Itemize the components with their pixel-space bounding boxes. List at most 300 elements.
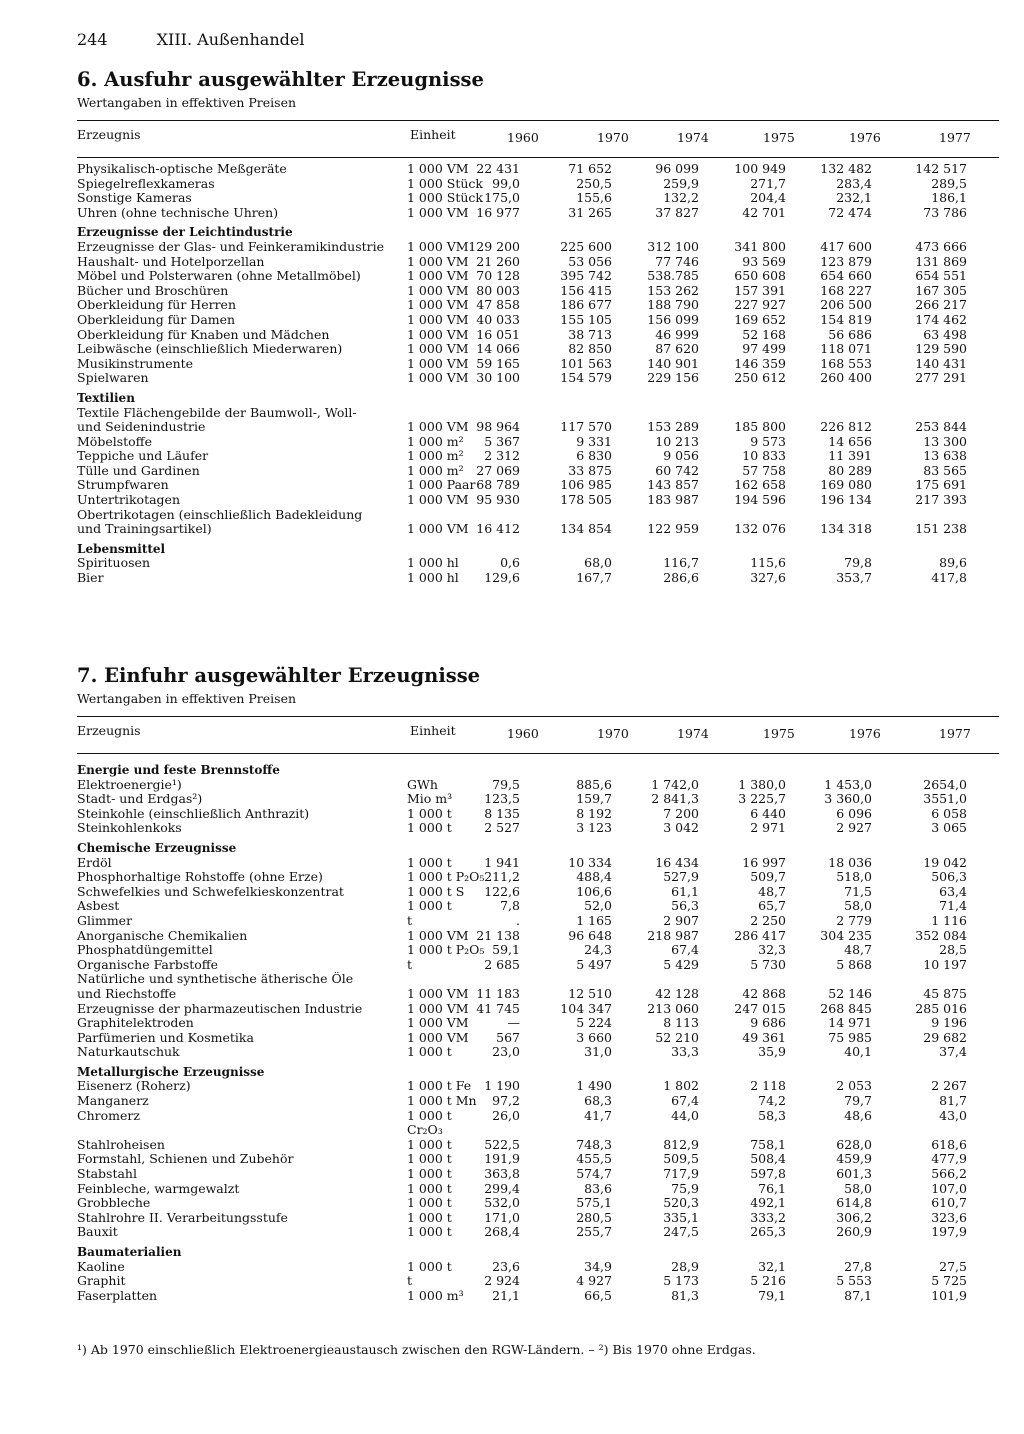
value-cell: 9 056 — [663, 448, 699, 464]
value-cell: 2 924 — [484, 1273, 520, 1289]
value-cell: 53 056 — [568, 253, 612, 269]
product-name — [77, 342, 395, 357]
value-cell: 142 517 — [915, 161, 967, 176]
unit-cell: t — [407, 912, 413, 928]
value-cell: 58,0 — [844, 1180, 872, 1196]
value-cell: 68,0 — [584, 555, 612, 571]
value-cell: 11 183 — [476, 985, 520, 1001]
value-cell: 52 168 — [742, 326, 786, 342]
value-cell: 89,6 — [939, 555, 967, 571]
value-cell: 143 857 — [647, 477, 699, 493]
value-cell: 455,5 — [576, 1151, 612, 1167]
value-cell: 98 964 — [476, 419, 520, 435]
value-cell: 417 600 — [820, 238, 872, 254]
value-cell: 29 682 — [923, 1029, 967, 1045]
product-name-text: Strumpfwaren — [77, 478, 172, 492]
value-cell: 115,6 — [750, 555, 786, 571]
value-cell: 204,4 — [750, 190, 786, 206]
value-cell: 76,1 — [758, 1180, 786, 1196]
value-cell: 171,0 — [484, 1209, 520, 1225]
value-cell: 247 015 — [734, 1000, 786, 1016]
value-cell: 168 553 — [820, 355, 872, 371]
value-cell: 5 429 — [663, 956, 699, 972]
value-cell: 226 812 — [820, 419, 872, 435]
value-cell: 57 758 — [742, 462, 786, 478]
product-name-text: Bauxit — [77, 1225, 121, 1239]
value-cell: 488,4 — [576, 869, 612, 885]
table-group-heading — [77, 763, 999, 778]
product-name-text: Feinbleche, warmgewalzt — [77, 1182, 242, 1196]
value-cell: 79,5 — [492, 776, 520, 792]
table-row — [77, 870, 999, 885]
unit-cell: 1 000 t — [407, 1258, 452, 1274]
value-cell: 2 250 — [750, 912, 786, 928]
unit-cell: 1 000 VM — [407, 1029, 469, 1045]
value-cell: 2 118 — [750, 1078, 786, 1094]
table-6-title: 6. Ausfuhr ausgewählter Erzeugnisse — [77, 68, 484, 91]
value-cell: 232,1 — [836, 190, 872, 206]
value-cell: 175,0 — [484, 190, 520, 206]
value-cell: 574,7 — [576, 1166, 612, 1182]
table-7-body — [77, 763, 999, 1303]
value-cell: 116,7 — [663, 555, 699, 571]
value-cell: 280,5 — [576, 1209, 612, 1225]
product-name-text: Stahlroheisen — [77, 1138, 168, 1152]
unit-cell: 1 000 t — [407, 1044, 452, 1060]
value-cell: 154 819 — [820, 311, 872, 327]
value-cell: 395 742 — [560, 268, 612, 284]
value-cell: 96 648 — [568, 927, 612, 943]
product-name — [77, 493, 395, 508]
table-row — [77, 1211, 999, 1226]
value-cell: 4 927 — [576, 1273, 612, 1289]
product-name — [77, 406, 395, 421]
value-cell: 33,3 — [671, 1044, 699, 1060]
unit-cell: 1 000 t — [407, 1166, 452, 1182]
value-cell: 2654,0 — [923, 776, 967, 792]
unit-cell: 1 000 t — [407, 1151, 452, 1167]
unit-cell: 1 000 m² — [407, 462, 464, 478]
value-cell: 132,2 — [663, 190, 699, 206]
value-cell: 5 173 — [663, 1273, 699, 1289]
product-name-text: Phosphorhaltige Rohstoffe (ohne Erze) — [77, 870, 326, 884]
table-7-section — [77, 664, 999, 1303]
value-cell: 520,3 — [663, 1195, 699, 1211]
unit-cell: 1 000 hl — [407, 570, 459, 586]
table-row — [77, 1167, 999, 1182]
table-7-title: 7. Einfuhr ausgewählter Erzeugnisse — [77, 664, 481, 687]
product-name-text: Möbel und Polsterwaren (ohne Metallmöbel) — [77, 269, 364, 283]
product-name-text: Oberkleidung für Damen — [77, 313, 238, 327]
group-label — [77, 542, 395, 557]
value-cell: 9 686 — [750, 1015, 786, 1031]
value-cell: 75 985 — [828, 1029, 872, 1045]
table-group-heading — [77, 391, 999, 406]
column-header-year: 1976 — [849, 130, 881, 145]
value-cell: 167 305 — [915, 282, 967, 298]
value-cell: 132 482 — [820, 161, 872, 176]
table-row — [77, 522, 999, 537]
value-cell: 33 875 — [568, 462, 612, 478]
product-name — [77, 899, 395, 914]
value-cell: 8 192 — [576, 805, 612, 821]
unit-cell: 1 000 m² — [407, 433, 464, 449]
product-name-text: Stadt- und Erdgas²) — [77, 792, 205, 806]
table-group-heading — [77, 225, 999, 240]
group-label — [77, 1065, 395, 1080]
value-cell: 168 227 — [820, 282, 872, 298]
product-name-text: Parfümerien und Kosmetika — [77, 1031, 257, 1045]
product-name — [77, 255, 395, 270]
value-cell: 13 300 — [923, 433, 967, 449]
value-cell: 151 238 — [915, 521, 967, 537]
unit-cell: 1 000 Paar — [407, 477, 476, 493]
product-name-text: Physikalisch-optische Meßgeräte — [77, 162, 290, 176]
table-row — [77, 435, 999, 450]
value-cell: 7 200 — [663, 805, 699, 821]
value-cell: 162 658 — [734, 477, 786, 493]
value-cell: 174 462 — [915, 311, 967, 327]
product-name-text: Sonstige Kameras — [77, 191, 195, 205]
table-row — [77, 240, 999, 255]
value-cell: 353,7 — [836, 570, 872, 586]
value-cell: 134 854 — [560, 521, 612, 537]
product-name — [77, 420, 395, 435]
value-cell: 153 289 — [647, 419, 699, 435]
value-cell: 185 800 — [734, 419, 786, 435]
value-cell: 9 573 — [750, 433, 786, 449]
value-cell: 21 260 — [476, 253, 520, 269]
value-cell: 101,9 — [931, 1287, 967, 1303]
value-cell: 101 563 — [560, 355, 612, 371]
value-cell: 323,6 — [931, 1209, 967, 1225]
value-cell: 2 053 — [836, 1078, 872, 1094]
value-cell: 71,5 — [844, 883, 872, 899]
table-row — [77, 284, 999, 299]
value-cell: 758,1 — [750, 1136, 786, 1152]
value-cell: 1 190 — [484, 1078, 520, 1094]
product-name-text: Manganerz — [77, 1094, 152, 1108]
unit-cell: 1 000 VM — [407, 282, 469, 298]
value-cell: 10 213 — [655, 433, 699, 449]
value-cell: 186 677 — [560, 297, 612, 313]
value-cell: 140 431 — [915, 355, 967, 371]
value-cell: 3 123 — [576, 820, 612, 836]
value-cell: 97 499 — [742, 341, 786, 357]
value-cell: 23,0 — [492, 1044, 520, 1060]
value-cell: 473 666 — [915, 238, 967, 254]
value-cell: 129,6 — [484, 570, 520, 586]
value-cell: 155,6 — [576, 190, 612, 206]
value-cell: 6 830 — [576, 448, 612, 464]
product-name — [77, 206, 395, 221]
value-cell: 333,2 — [750, 1209, 786, 1225]
product-name-text: Organische Farbstoffe — [77, 958, 221, 972]
unit-cell: 1 000 t — [407, 1107, 452, 1123]
value-cell: 3 065 — [931, 820, 967, 836]
value-cell: 83,6 — [584, 1180, 612, 1196]
value-cell: 71 652 — [568, 161, 612, 176]
product-name — [77, 1260, 395, 1275]
unit-cell: 1 000 hl — [407, 555, 459, 571]
unit-cell: 1 000 t — [407, 1224, 452, 1240]
value-cell: 100 949 — [734, 161, 786, 176]
value-cell: 10 197 — [923, 956, 967, 972]
value-cell: 66,5 — [584, 1287, 612, 1303]
value-cell: 6 096 — [836, 805, 872, 821]
product-name-text: Glimmer — [77, 914, 135, 928]
product-name-text: Schwefelkies und Schwefelkieskonzentrat — [77, 885, 347, 899]
value-cell: 26,0 — [492, 1107, 520, 1123]
unit-cell: 1 000 Stück — [407, 175, 483, 191]
product-name-text: Graphit — [77, 1274, 129, 1288]
value-cell: 52,0 — [584, 898, 612, 914]
product-name — [77, 162, 395, 177]
table-6-subtitle: Wertangaben in effektiven Preisen — [77, 95, 297, 110]
value-cell: 597,8 — [750, 1166, 786, 1182]
column-header-year: 1974 — [677, 726, 709, 741]
value-cell: 77 746 — [655, 253, 699, 269]
value-cell: 335,1 — [663, 1209, 699, 1225]
value-cell: 27,5 — [939, 1258, 967, 1274]
table-row — [77, 313, 999, 328]
value-cell: 654 660 — [820, 268, 872, 284]
unit-cell: 1 000 VM — [407, 1000, 469, 1016]
product-name — [77, 1274, 395, 1289]
value-cell: 73 786 — [923, 204, 967, 220]
value-cell: 35,9 — [758, 1044, 786, 1060]
table-row — [77, 1031, 999, 1046]
value-cell: 5 224 — [576, 1015, 612, 1031]
table-row — [77, 943, 999, 958]
product-name-text: Formstahl, Schienen und Zubehör — [77, 1152, 296, 1166]
value-cell: 27 069 — [476, 462, 520, 478]
value-cell: 59,1 — [492, 942, 520, 958]
value-cell: 65,7 — [758, 898, 786, 914]
product-name-text: Möbelstoffe — [77, 435, 155, 449]
value-cell: 43,0 — [939, 1107, 967, 1123]
value-cell: 206 500 — [820, 297, 872, 313]
table-row — [77, 1289, 999, 1304]
value-cell: 30 100 — [476, 370, 520, 386]
product-name — [77, 1123, 395, 1138]
value-cell: 9 331 — [576, 433, 612, 449]
value-cell: 42 128 — [655, 985, 699, 1001]
value-cell: 3 225,7 — [738, 791, 786, 807]
value-cell: 11 391 — [828, 448, 872, 464]
value-cell: 153 262 — [647, 282, 699, 298]
value-cell: 417,8 — [931, 570, 967, 586]
table-7-subtitle: Wertangaben in effektiven Preisen — [77, 691, 297, 706]
value-cell: 40 033 — [476, 311, 520, 327]
value-cell: 56,3 — [671, 898, 699, 914]
unit-cell: 1 000 t Fe — [407, 1078, 472, 1094]
unit-cell: 1 000 t — [407, 898, 452, 914]
product-name-text: Metallurgische Erzeugnisse — [77, 1065, 267, 1079]
unit-cell: 1 000 VM — [407, 1015, 469, 1031]
product-name — [77, 1031, 395, 1046]
table-row — [77, 342, 999, 357]
product-name-text: Obertrikotagen (einschließlich Badekleidung — [77, 508, 365, 522]
unit-cell: 1 000 VM — [407, 355, 469, 371]
product-name-text: Kaoline — [77, 1260, 128, 1274]
product-name-text: Faserplatten — [77, 1289, 160, 1303]
unit-cell: 1 000 t Mn — [407, 1093, 477, 1109]
value-cell: . — [516, 912, 520, 928]
value-cell: 506,3 — [931, 869, 967, 885]
page-number: 244 — [77, 30, 108, 49]
column-header-year: 1960 — [507, 726, 539, 741]
product-name — [77, 1079, 395, 1094]
product-name — [77, 885, 395, 900]
value-cell: 197,9 — [931, 1224, 967, 1240]
value-cell: 104 347 — [560, 1000, 612, 1016]
product-name-text: und Riechstoffe — [77, 987, 179, 1001]
value-cell: 96 099 — [655, 161, 699, 176]
value-cell: 225 600 — [560, 238, 612, 254]
unit-cell: 1 000 t — [407, 805, 452, 821]
unit-cell: 1 000 t — [407, 820, 452, 836]
value-cell: 9 196 — [931, 1015, 967, 1031]
value-cell: 80 003 — [476, 282, 520, 298]
product-name-text: Bücher und Broschüren — [77, 284, 231, 298]
product-name — [77, 1045, 395, 1060]
value-cell: 304 235 — [820, 927, 872, 943]
value-cell: 75,9 — [671, 1180, 699, 1196]
table-7-header — [77, 717, 999, 753]
product-name — [77, 929, 395, 944]
value-cell: 37 827 — [655, 204, 699, 220]
value-cell: 194 596 — [734, 492, 786, 508]
product-name — [77, 1138, 395, 1153]
value-cell: 48,7 — [844, 942, 872, 958]
value-cell: 188 790 — [647, 297, 699, 313]
value-cell: 178 505 — [560, 492, 612, 508]
table-row — [77, 406, 999, 421]
value-cell: 614,8 — [836, 1195, 872, 1211]
unit-cell: t — [407, 1273, 413, 1289]
value-cell: 28,5 — [939, 942, 967, 958]
column-header-year: 1976 — [849, 726, 881, 741]
value-cell: 82 850 — [568, 341, 612, 357]
value-cell: 28,9 — [671, 1258, 699, 1274]
value-cell: 1 802 — [663, 1078, 699, 1094]
table-row — [77, 1225, 999, 1240]
unit-cell: 1 000 VM — [407, 521, 469, 537]
value-cell: 44,0 — [671, 1107, 699, 1123]
value-cell: 247,5 — [663, 1224, 699, 1240]
value-cell: 155 105 — [560, 311, 612, 327]
table-row — [77, 792, 999, 807]
value-cell: 5 367 — [484, 433, 520, 449]
value-cell: 74,2 — [758, 1093, 786, 1109]
value-cell: 213 060 — [647, 1000, 699, 1016]
value-cell: 156 415 — [560, 282, 612, 298]
table-row — [77, 987, 999, 1002]
value-cell: 260 400 — [820, 370, 872, 386]
product-name — [77, 1289, 395, 1304]
product-name-text: Bier — [77, 571, 107, 585]
value-cell: 129 200 — [468, 238, 520, 254]
value-cell: 306,2 — [836, 1209, 872, 1225]
value-cell: 509,7 — [750, 869, 786, 885]
table-row — [77, 958, 999, 973]
unit-cell: Cr₂O₃ — [407, 1122, 443, 1138]
table-row — [77, 1152, 999, 1167]
value-cell: 575,1 — [576, 1195, 612, 1211]
unit-cell: 1 000 t P₂O₅ — [407, 942, 485, 958]
value-cell: 286,6 — [663, 570, 699, 586]
value-cell: 2 907 — [663, 912, 699, 928]
unit-cell: 1 000 VM — [407, 204, 469, 220]
value-cell: 18 036 — [828, 854, 872, 870]
table-row — [77, 478, 999, 493]
product-name-text: Musikinstrumente — [77, 357, 196, 371]
value-cell: 1 453,0 — [824, 776, 872, 792]
product-name — [77, 792, 395, 807]
product-name-text: Naturkautschuk — [77, 1045, 183, 1059]
value-cell: 63,4 — [939, 883, 967, 899]
value-cell: 13 638 — [923, 448, 967, 464]
value-cell: 6 058 — [931, 805, 967, 821]
product-name — [77, 1167, 395, 1182]
unit-cell: 1 000 VM — [407, 341, 469, 357]
product-name — [77, 298, 395, 313]
value-cell: 80 289 — [828, 462, 872, 478]
product-name-text: Energie und feste Brennstoffe — [77, 763, 283, 777]
value-cell: 48,7 — [758, 883, 786, 899]
value-cell: 527,9 — [663, 869, 699, 885]
value-cell: 122 959 — [647, 521, 699, 537]
product-name — [77, 807, 395, 822]
product-name-text: Teppiche und Läufer — [77, 449, 211, 463]
value-cell: 266 217 — [915, 297, 967, 313]
unit-cell: 1 000 t — [407, 1136, 452, 1152]
value-cell: 49 361 — [742, 1029, 786, 1045]
table-row — [77, 914, 999, 929]
value-cell: 107,0 — [931, 1180, 967, 1196]
table-row — [77, 1260, 999, 1275]
column-header-product: Erzeugnis — [77, 723, 141, 738]
value-cell: 71,4 — [939, 898, 967, 914]
table-row — [77, 328, 999, 343]
product-name-text: Natürliche und synthetische ätherische Öle — [77, 972, 356, 986]
product-name — [77, 240, 395, 255]
value-cell: 16 997 — [742, 854, 786, 870]
value-cell: 97,2 — [492, 1093, 520, 1109]
value-cell: 47 858 — [476, 297, 520, 313]
value-cell: 106 985 — [560, 477, 612, 493]
product-name — [77, 1225, 395, 1240]
unit-cell: 1 000 VM — [407, 238, 469, 254]
value-cell: 95 930 — [476, 492, 520, 508]
value-cell: 259,9 — [663, 175, 699, 191]
value-cell: 285 016 — [915, 1000, 967, 1016]
value-cell: 79,7 — [844, 1093, 872, 1109]
value-cell: 123,5 — [484, 791, 520, 807]
group-label — [77, 225, 395, 240]
unit-cell: 1 000 Stück — [407, 190, 483, 206]
value-cell: 250 612 — [734, 370, 786, 386]
value-cell: 16 051 — [476, 326, 520, 342]
value-cell: 227 927 — [734, 297, 786, 313]
value-cell: 56 686 — [828, 326, 872, 342]
table-row — [77, 571, 999, 586]
value-cell: 277 291 — [915, 370, 967, 386]
value-cell: 42 701 — [742, 204, 786, 220]
value-cell: 567 — [496, 1029, 520, 1045]
unit-cell: Mio m³ — [407, 791, 453, 807]
